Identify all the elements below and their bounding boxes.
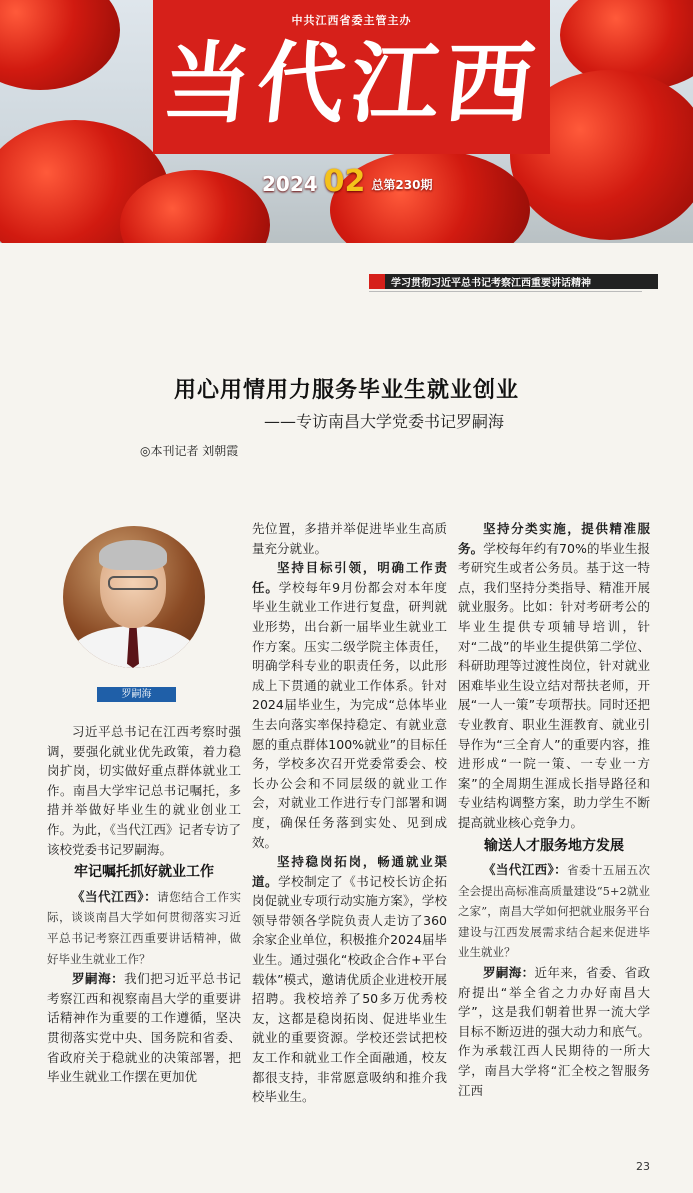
column-1 xyxy=(47,722,241,1087)
article-subtitle: ——专访南昌大学党委书记罗嗣海 xyxy=(264,412,505,431)
question-text: 请您结合工作实际，谈谈南昌大学如何贯彻落实习近平总书记考察江西重要讲话精神，做好毕业生就业工作？ xyxy=(47,889,241,966)
section-tag xyxy=(369,274,658,289)
question-2 xyxy=(458,860,650,963)
question-label: 《当代江西》： xyxy=(483,862,568,878)
publisher-line: 中共江西省委主管主办 xyxy=(291,14,412,27)
section-heading-2: 输送人才服务地方发展 xyxy=(484,837,624,854)
page-number: 23 xyxy=(636,1160,650,1173)
answer-label: 罗嗣海： xyxy=(483,965,535,981)
masthead xyxy=(153,0,550,154)
intro-paragraph: 习近平总书记在江西考察时强调，要强化就业优先政策，着力稳岗扩岗，切实做好重点群体就业工作。南昌大学牢记总书记嘱托，多措并举做好毕业生的就业创业工作。为此，《当代江西》记者专访了该校党委书记罗嗣海。 xyxy=(47,724,241,857)
paragraph-stabilize xyxy=(252,852,447,1107)
column-2 xyxy=(252,519,447,1107)
answer-text: 我们把习近平总书记考察江西和视察南昌大学的重要讲话精神作为重要的工作遵循，坚决贯彻落实党中央、国务院和省委、省政府关于稳就业的决策部署，把毕业生就业工作摆在更加优 xyxy=(47,971,241,1085)
paragraph-text: 学校制定了《书记校长访企拓岗促就业专项行动实施方案》，学校领导带领各学院负责人走访了360余家企业单位，积极推介2024届毕业生。通过强化“校政企合作+平台载体”模式，邀请优质企业进校开展招聘。我校培养了50多万优秀校友，这都是稳岗拓岗、促进毕业生就业的重要资源。学校还尝试把校友工作和就业工作全面融通，校友都很支持，非常愿意吸纳和推介我校毕业生。 xyxy=(252,873,447,1105)
paragraph-classify xyxy=(458,519,650,833)
magazine-logo: 当代江西 xyxy=(158,31,545,135)
article-title: 用心用情用力服务毕业生就业创业 xyxy=(173,378,519,403)
issue-number: 02 xyxy=(323,164,366,199)
portrait-hair xyxy=(99,540,167,570)
paragraph-lead: 坚持目标引领，明确工作责任。 xyxy=(252,560,447,595)
paragraph-text: 学校每年9月份都会对本年度毕业生就业工作进行复盘，研判就业形势，出台新一届毕业生就业工作方案。压实二级学院主体责任，明确学科专业的职责任务，以此形成上下贯通的就业工作体系。针对2024届毕业生，为完成“总体毕业生去向落实率保持稳定、有就业意愿的重点群体100%就业”的目标任务，学校多次召开党委常委会、校长办公会和不同层级的就业工作会，对就业工作进行专门部署和调度，确保任务落到实处、见到成效。 xyxy=(252,579,447,850)
question-1 xyxy=(47,887,241,969)
lantern-decoration xyxy=(0,0,120,90)
answer-text: 近年来，省委、省政府提出“举全省之力办好南昌大学”，这是我们朝着世界一流大学目标不断迈进的强大动力和底气。作为承载江西人民期待的一所大学，南昌大学将“汇全校之智服务江西 xyxy=(458,965,650,1098)
portrait-photo xyxy=(63,526,205,668)
section-divider xyxy=(369,291,642,292)
column-3 xyxy=(458,519,650,1100)
section-heading-1: 牢记嘱托抓好就业工作 xyxy=(74,864,214,881)
paragraph-lead: 坚持稳岗拓岗，畅通就业渠道。 xyxy=(252,854,447,889)
cover-banner xyxy=(0,0,693,243)
paragraph-target xyxy=(252,558,447,852)
answer-2 xyxy=(458,963,650,1100)
question-label: 《当代江西》： xyxy=(72,888,158,904)
paragraph-text: 学校每年约有70%的毕业生报考研究生或者公务员。基于这一特点，我们坚持分类指导、精准开展就业服务。比如：针对考研考公的毕业生提供专项辅导培训，针对“二战”的毕业生提供第二学位、科研助理等过渡性岗位，针对就业困难毕业生设立结对帮扶老师，开展“一人一策”专项帮扶。同时还把专业教育、职业生涯教育、就业引导作为“三全育人”的重要内容，推进形成“一院一策、一专业一方案”的全周期生涯成长指导路径和专业结构调整方案，助力学生不断提高就业核心竞争力。 xyxy=(458,540,650,830)
answer-1 xyxy=(47,969,241,1087)
question-text: 省委十五届五次全会提出高标准高质量建设“5+2就业之家”，南昌大学如何把就业服务平台建设与江西发展需求结合起来促进毕业生就业？ xyxy=(458,863,650,960)
answer-label: 罗嗣海： xyxy=(72,971,125,987)
issue-total: 总第230期 xyxy=(371,178,433,192)
issue-info xyxy=(262,164,433,199)
portrait-glasses xyxy=(108,576,158,590)
issue-year: 2024 xyxy=(262,172,318,196)
article-byline: ◎本刊记者 刘朝霞 xyxy=(140,444,239,458)
photo-caption: 罗嗣海 xyxy=(97,687,176,702)
paragraph-continued: 先位置，多措并举促进毕业生高质量充分就业。 xyxy=(252,521,447,556)
section-tag-text: 学习贯彻习近平总书记考察江西重要讲话精神 xyxy=(391,278,591,289)
paragraph-lead: 坚持分类实施，提供精准服务。 xyxy=(458,521,650,556)
